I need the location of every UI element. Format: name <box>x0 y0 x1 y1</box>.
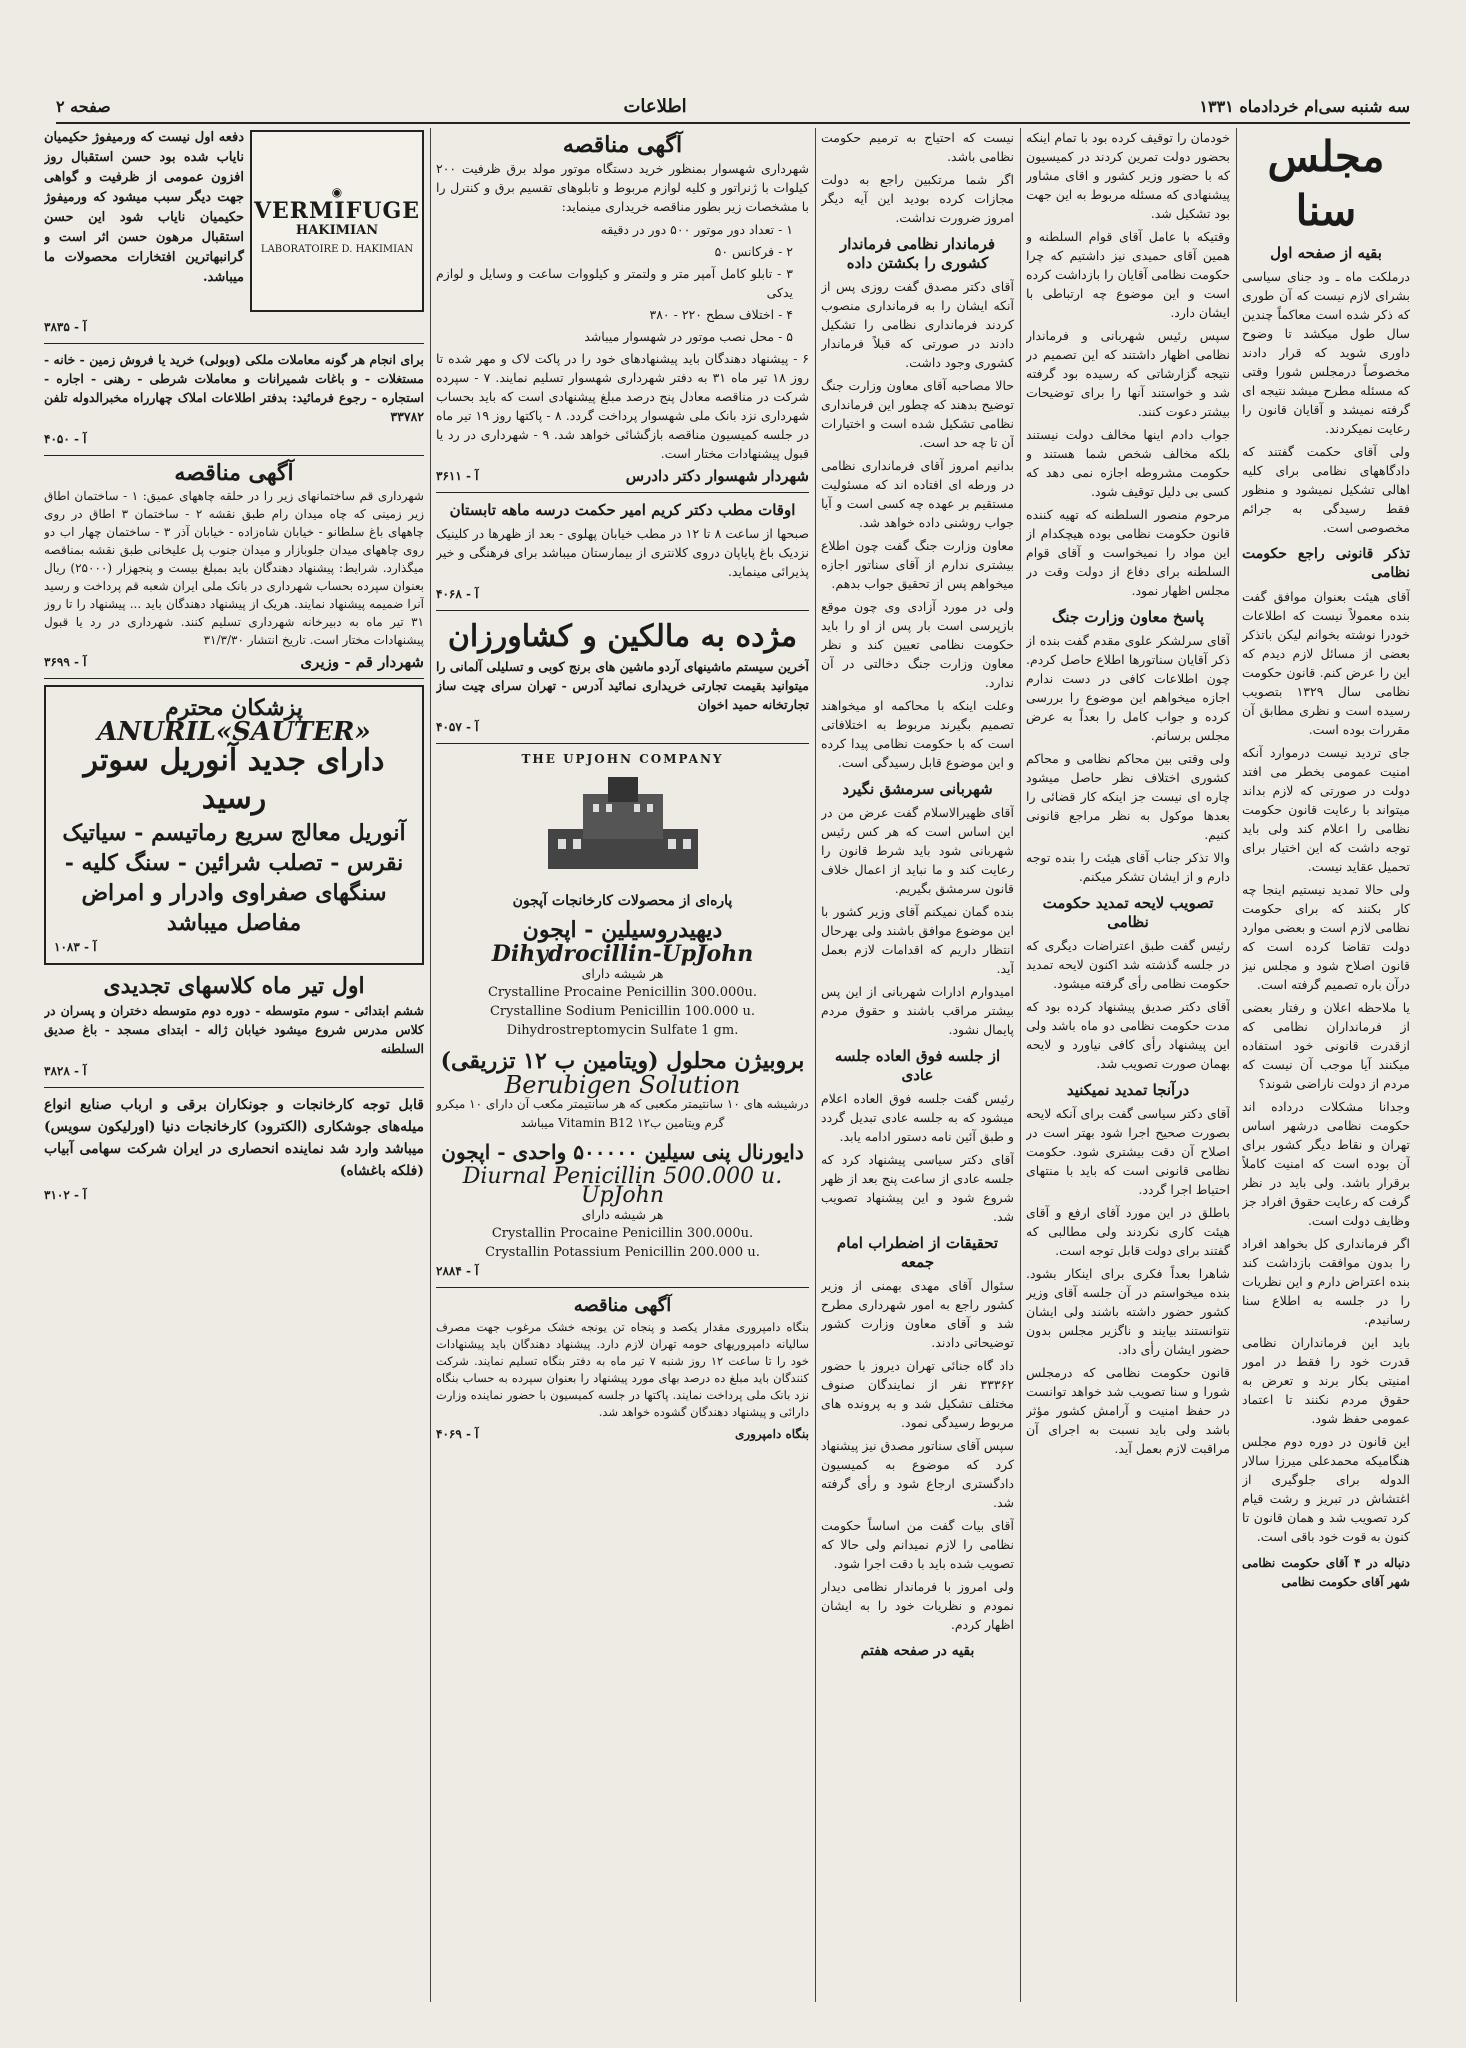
ingredient: Crystalline Sodium Penicillin 100.000 u. <box>489 1004 756 1019</box>
divider <box>436 492 809 493</box>
divider <box>44 678 424 679</box>
ad-code-row <box>436 1262 809 1281</box>
ingredient: Crystallin Potassium Penicillin 200.000 u. <box>485 1245 760 1260</box>
vermifuge-brand: VERMIFUGE <box>253 198 421 224</box>
ad-code-row <box>44 1186 424 1205</box>
column-divider <box>1236 128 1237 2002</box>
tender-item: ۱ - تعداد دور موتور ۵۰۰ دور در دقیقه <box>600 222 793 237</box>
divider <box>436 1287 809 1288</box>
paragraph: وعلت اینکه با محاکمه او میخواهند تصمیم بگیرند مربوط به اختلافاتی است که با حکومت نظامی پیدا کرده و این موضوع قابل رسیدگی است. <box>821 698 1014 770</box>
paragraph: آقای بیات گفت من اساساً حکومت نظامی را لازم نمیدانم ولی حالا که تصویب شده باید با دقت اجرا شود. <box>821 1518 1014 1571</box>
section-heading: پاسخ معاون وزارت جنگ <box>1051 608 1204 626</box>
divider <box>436 743 809 744</box>
header-rule <box>56 122 1410 124</box>
paragraph: ولی آقای حکمت گفتند که دادگاههای نظامی برای کلیه اهالی تشکیل نمیشود و منظور فقط رسیدگی به جرائم مخصوصی است. <box>1242 444 1410 535</box>
paragraph: شاهرا بعداً فکری برای اینکار بشود. بنده میخواستم در آن جلسه آقای وزیر کشور حضور داشته باشند ولی ایشان نتوانستند بیایند و ناگزیر مجلس بدون حضور ایشان رأی داد. <box>1026 1266 1230 1357</box>
factory-building-icon <box>538 769 708 879</box>
ingredient: Crystallin Procaine Penicillin 300.000u. <box>491 1226 754 1241</box>
paragraph: آقای دکتر سیاسی گفت برای آنکه لایحه بصورت صحیح اجرا شود بهتر است در اصلاح آن دقت بیشتری شود. حکومت نظامی قانونی است که باید با منتهای احتیاط اجرا گردد. <box>1026 1106 1230 1197</box>
clinic-hours-body: صبحها از ساعت ۸ تا ۱۲ در مطب خیابان پهلوی - بعد از ظهرها در کلینیک نزدیک باغ پایاپان دروی کلانتری از بیمارستان میباشد برای فرهنگی و خیر پذیرائی مینماید. <box>436 526 809 579</box>
paragraph: جواب دادم اینها مخالف دولت نیستند بلکه مخالف شخص شما هستند و حکومت مشروطه اجازه نمی دهد که کسی بی دلیل توقیف شود. <box>1026 427 1230 499</box>
tender-item: ۵ - محل نصب موتور در شهسوار میباشد <box>584 329 793 344</box>
anuril-header: پزشکان محترم <box>165 695 303 721</box>
paragraph: این قانون در دوره دوم مجلس هنگامیکه محمدعلی میرزا سالار الدوله برای جلوگیری از اغتشاش در تبریز و رشت قیام کرد تصویب شد و همان قانون تا کنون به قوت خود باقی است. <box>1242 1434 1410 1544</box>
article-subtitle: بقیه از صفحه اول <box>1270 244 1382 262</box>
ad-code: آ - ۴۰۶۸ <box>436 587 479 601</box>
ad-code: آ - ۳۸۲۸ <box>44 1064 87 1078</box>
column-news <box>821 128 1014 2002</box>
paragraph: وجدانا مشکلات درداده اند حکومت نظامی درشهر اساس تهران و نقاط دیگر کشور برای آن بوده است که امنیت کاملاً برقرار باشد. ولی باید در نظر گرفت که رعایت حقوق افراد جز وظایف دولت است. <box>1242 1099 1410 1228</box>
paragraph: حالا مصاحبه آقای معاون وزارت جنگ توضیح بدهند که چطور این فرمانداری نظامی تشکیل شده است و اختیارات آن تا چه حد است. <box>821 378 1014 450</box>
tender-item: ۳ - تابلو کامل آمپر متر و ولتمتر و کیلووات ساعت و وسایل و لوازم یدکی <box>436 266 793 300</box>
article-title: مجلس سنا <box>1267 132 1385 235</box>
tender-item: ۴ - اختلاف سطح ۲۲۰ - ۳۸۰ <box>649 307 793 322</box>
anuril-ad <box>44 685 424 965</box>
column-senate <box>1242 128 1410 2002</box>
paragraph: اگر شما مرتکبین راجع به دولت مجازات کرده بودید این آیه دیگر امروز ضرورت نداشت. <box>821 172 1014 225</box>
paragraph: درملکت ماه ـ ود جنای سیاسی بشرای لازم نیست که آن طوری که ذکر شده است معاکماً چندین سال طول میکشد تا وضوح داوری شوید که قرار دادند مخصوصاً درمجلس شورا وقتی که مسئله مطرح میشد نتیجه ای گرفته نمیشد و آقایان قانون را رعایت نمیکردند. <box>1242 269 1410 436</box>
paragraph: باطلق در این مورد آقای ارفع و آقای هیئت کاری نکردند ولی مطالبی که گفتند برای دولت قابل توجه است. <box>1026 1205 1230 1258</box>
anuril-body: نقرس - تصلب شرائین - سنگ کلیه - سنگهای صفراوی وادرار و امراض مفاصل میباشد <box>64 850 404 936</box>
tender-body: شهرداری قم ساختمانهای زیر را در حلقه چاههای عمیق: ۱ - ساختمان اطاق زیر زمینی که چاه میدان رام طبق نقشه ۲ - ساختمان ۳ اطاق در روی چاههای باغ سلطانو - خیابان شاه‌زاده - خیابان آذر ۳ - ساختمان چهار اب دو روی چاههای میدان جلوبازار و میدان جنوب پل علیخانی طبق نقشه بمناقصه میگذارد. شرایط: پیشنهاد دهندگان باید بمبلغ بیست و پنجهزار (۲۵۰۰۰) ریال بعنوان سپرده بحساب شهرداری در بانک ملی ایران شعبه قم پرداخت و رسید آنرا ضمیمه پیشنهاد نمایند. هریک از پیشنهاد دهندگان باید ... پیشنهاد را تا روز ۳۱ تیر ماه به دبیرخانه شهرداری تسلیم کنند. شهرداری در رد یا قبول پیشنهادات مختار است. تاریخ انتشار ۳۱/۳/۳۰ <box>44 489 424 647</box>
product-brand-en: UpJohn <box>580 1183 665 1208</box>
ad-code-row <box>44 430 424 449</box>
column-ads-left <box>44 128 424 2002</box>
ad-code: آ - ۳۸۳۵ <box>44 320 87 334</box>
paragraph: آقای دکتر صدیق پیشنهاد کرده بود که مدت حکومت نظامی دو ماه باشد ولی این پیشنهاد رأی کافی نیاورد و لایحه بهمان صورت تصویب شد. <box>1026 999 1230 1071</box>
paragraph: بنده گمان نمیکنم آقای وزیر کشور با این موضوع موافق باشند ولی بهرحال انتظار داریم که اقدامات لازم بعمل آید. <box>821 904 1014 976</box>
continuation-note: دنباله در ۴ آقای حکومت نظامی شهر آقای حکومت نظامی <box>1242 1556 1410 1589</box>
contains-label: هر شیشه دارای <box>581 1207 664 1222</box>
ad-code-row <box>44 1062 424 1081</box>
section-heading: درآنجا تمدید نمیکنید <box>1066 1081 1190 1099</box>
section-heading: شهربانی سرمشق نگیرد <box>842 780 993 798</box>
column-ads-middle <box>436 128 809 2002</box>
ad-code: آ - ۳۶۹۹ <box>44 655 87 669</box>
section-heading: فرماندار نظامی فرماندار کشوری را بکشتن داده <box>839 235 996 272</box>
classes-body: ششم ابتدائی - سوم متوسطه - دوره دوم متوسطه دختران و پسران در کلاس مدرس شروع میشود خیابان ژاله - ابتدای مسجد - باغ صدیق السلطنه <box>44 1003 424 1056</box>
product-name-en: Dihydrocillin-UpJohn <box>491 941 754 967</box>
clinic-hours-title: اوقات مطب دکتر کریم امیر حکمت درسه ماهه تابستان <box>449 501 796 519</box>
tender-title: آگهی مناقصه <box>174 460 294 486</box>
divider <box>44 1087 424 1088</box>
anuril-brand: ANURIL«SAUTER» <box>97 717 371 747</box>
ad-code-row <box>436 1425 809 1444</box>
section-heading: تذکر قانونی راجع حکومت نظامی <box>1242 546 1410 581</box>
upjohn-ad <box>436 750 809 1281</box>
tender-intro: شهرداری شهسوار بمنظور خرید دستگاه موتور مولد برق ظرفیت ۲۰۰ کیلوات با ژنراتور و کلیه لوازم مربوط و تابلوهای تقسیم برق و کنترل را با مشخصات زیر بطور مناقصه خریداری مینماید: <box>436 161 809 214</box>
paragraph: آقای هیئت بعنوان موافق گفت بنده معمولاً نیست که اطلاعات خودرا نوشته بخوانم لیکن باتذکر بعضی از مسائل لازم دیدم که این را عرض کنم. قانون حکومت نظامی سال ۱۳۲۹ بتصویب رسیده است و نظری مطابق آن مقررات بوده است. <box>1242 589 1410 737</box>
ad-signature: بنگاه دامپروری <box>734 1427 809 1441</box>
paragraph: والا تذکر جناب آقای هیئت را بنده توجه دارم و از ایشان تشکر میکنم. <box>1026 850 1230 884</box>
paragraph: باید این فرمانداران نظامی قدرت خود را فقط در امور امنیتی بکار برند و تعرض به حقوق مردم نکنند تا اعتماد عمومی حفظ شود. <box>1242 1335 1410 1426</box>
section-heading: از جلسه فوق العاده جلسه عادی <box>834 1047 1001 1084</box>
tender-title: آگهی مناقصه <box>573 1295 672 1316</box>
paragraph: سپس رئیس شهربانی و فرماندار نظامی اظهار داشتند که این تصمیم در نتیجه گزارشاتی که رسیده بود گرفته شد و خواستند آنها را برای توضیحات بیشتر دعوت کنند. <box>1026 328 1230 419</box>
welding-ad: قابل توجه کارخانجات و جونکاران برقی و ارباب صنایع انواع میله‌های جوشکاری (الکترود) کارخانجات دنیا (اورلیکون سویس) میباشد وارد شد نماینده انحصاری در ایران شرکت سهامی آبیاب (فلکه باغشاه) <box>44 1097 424 1179</box>
column-divider <box>430 128 431 2002</box>
column-divider <box>815 128 816 2002</box>
classes-title: اول تیر ماه کلاسهای تجدیدی <box>103 973 365 999</box>
upjohn-company: THE UPJOHN COMPANY <box>521 752 724 766</box>
ad-code-row <box>436 585 809 604</box>
ad-code: آ - ۴۰۵۷ <box>436 720 479 734</box>
upjohn-tagline: پاره‌ای از محصولات کارخانجات آپجون <box>512 893 733 909</box>
column-senate-cont <box>1026 128 1230 2002</box>
paragraph: رئیس گفت طبق اعتراضات دیگری که در جلسه گذشته شد اکنون لایحه تمدید حکومت نظامی رأی گرفته میشود. <box>1026 938 1230 991</box>
tender-title: آگهی مناقصه <box>562 132 683 158</box>
farm-ad-title: مژده به مالکین و کشاورزان <box>447 619 798 654</box>
tender-body: بنگاه دامپروری مقدار یکصد و پنجاه تن یونجه خشک مرغوب جهت مصرف سالیانه دامپروریهای حومه تهران لازم دارد. پیشنهاد دهندگان باید پیشنهادات خود را تا ساعت ۱۲ روز شنبه ۷ تیر ماه به دفتر بنگاه تسلیم نمایند. شرکت کنندگان باید مبلغ ده درصد بهای مورد پیشنهاد را بعنوان سپرده به حساب بنگاه نزد بانک ملی پرداخت نمایند. پاکتها در جلسه کمیسیون با حضور نماینده وزارت دارائی و پیشنهاد دهندگان گشوده خواهد شد. <box>436 1320 809 1419</box>
realty-ad: برای انجام هر گونه معاملات ملکی (وبولی) خرید یا فروش زمین - خانه - مستغلات - و باغات شمیرانات و معاملات شرطی - رهنی - اجاره - استجاره - رجوع فرمائید: بدفتر اطلاعات املاک چهارراه مخبرالدوله تلفن ۳۳۷۸۲ <box>44 352 424 424</box>
ad-code-row <box>436 718 809 737</box>
ad-signature: شهردار قم - وزیری <box>300 653 424 671</box>
ad-code: آ - ۲۸۸۴ <box>436 1264 479 1278</box>
paragraph: قانون حکومت نظامی که درمجلس شورا و سنا تصویب شد خواهد توانست در حفظ امنیت و آرامش کشور مؤثر باشد ولی باید نسبت به اجرای آن مراقبت لازم بعمل آید. <box>1026 1365 1230 1456</box>
vermifuge-text: دفعه اول نیست که ورمیفوژ حکیمیان نایاب شده بود حسن استقبال روز افزون عمومی از ظرفیت و گواهی جهت دیگر سبب میشود که ورمیفوژ حکیمیان نایاب شود این حسن استقبال مرهون حسن اثر است و گرانبهاترین افتخارات محصولات ما میباشد. <box>44 130 244 285</box>
ad-signature: شهردار شهسوار دکتر دادرس <box>625 467 809 485</box>
paragraph: داد گاه جنائی تهران دیروز با حضور ۳۳۳۶۲ نفر از نمایندگان صنوف مختلف تشکیل شد و به پرونده های مربوط رسیدگی نمود. <box>821 1358 1014 1430</box>
vermifuge-maker: HAKIMIAN <box>295 223 379 238</box>
divider <box>436 610 809 611</box>
ad-code: آ - ۴۰۶۹ <box>436 1427 479 1441</box>
paragraph: آقای سرلشکر علوی مقدم گفت بنده از ذکر آقایان سناتورها اطلاع حاصل کردم. چون اطلاعات کافی در دست ندارم اجازه میخواهم این موضوع را بررسی کرده و جواب کامل را بعداً به عرض مجلس برسانم. <box>1026 633 1230 743</box>
vermifuge-badge-icon: ◉ <box>331 185 343 199</box>
paragraph: سپس آقای سناتور مصدق نیز پیشنهاد کرد که موضوع به کمیسیون دادگستری ارجاع شود و رأی گرفته شد. <box>821 1438 1014 1510</box>
paragraph: ولی امروز با فرماندار نظامی دیدار نمودم و نظریات خود را به ایشان اظهار کردم. <box>821 1579 1014 1632</box>
ad-code: آ - ۳۶۱۱ <box>436 469 479 483</box>
vermifuge-lab: LABORATOIRE D. HAKIMIAN <box>260 244 414 255</box>
ad-code-row <box>44 653 424 672</box>
ad-code-row <box>44 318 424 337</box>
paragraph: جای تردید نیست درموارد آنکه امنیت عمومی بخطر می افتد دولت در صورتی که لازم بداند میتواند با رعایت قانون حکومت نظامی را اعلام کند ولی باید توجه داشت که این اختیار برای تحمیل عقاید نیست. <box>1242 745 1410 874</box>
tender-item: ۲ - فرکانس ۵۰ <box>714 244 793 259</box>
continuation-note: بقیه در صفحه هفتم <box>860 1643 975 1659</box>
vermifuge-logo <box>250 130 424 312</box>
tender-items <box>436 220 809 346</box>
contains-label: هر شیشه دارای <box>581 966 664 981</box>
product-name-fa: دیهیدروسیلین - اپجون <box>522 917 723 943</box>
paragraph: معاون وزارت جنگ گفت چون اطلاع بیشتری ندارم از آقای سناتور اجازه میخواهم پس از تحقیق جواب بدهم. <box>821 538 1014 591</box>
paragraph: خودمان را توقیف کرده بود با تمام اینکه بحضور دولت تمرین کردند در کمیسیون که با حضور وزیر کشور و اقای مشاور پیشنهادی که مسئله مربوط به این جهت بود تشکیل شد. <box>1026 130 1230 221</box>
ad-code: آ - ۴۰۵۰ <box>44 432 87 446</box>
ad-code-row <box>54 938 414 957</box>
paragraph: ولی در مورد آزادی وی چون موقع بازپرسی است بار پس از او را باید حکومت نظامی تعیین کند و نظر معاون وزارت جنگ دخالتی در آن ندارد. <box>821 599 1014 690</box>
anuril-title: دارای جدید آنوریل سوتر رسید <box>83 743 385 816</box>
divider <box>44 455 424 456</box>
paragraph: بدانیم امروز آقای فرمانداری نظامی در ورطه ای افتاده اند که مسئولیت مستقیم بر عهده چه کسی است و آیا جواب روشنی داده خواهد شد. <box>821 458 1014 530</box>
ingredient: Crystalline Procaine Penicillin 300.000u. <box>487 985 758 1000</box>
paragraph: اگر فرمانداری کل بخواهد افراد را بدون موافقت بازداشت کند بنده اعتراض دارم و این نظریات را در جلسه به اطلاع سنا رسانیدم. <box>1242 1236 1410 1327</box>
page-header <box>56 92 1410 120</box>
section-heading: تصویب لایحه تمدید حکومت نظامی <box>1042 894 1214 931</box>
product-desc: درشیشه های ۱۰ سانتیمتر مکعبی که هر سانتیمتر مکعب آن دارای ۱۰ میکرو گرم ویتامین ب۱۲ Vitamin B12 میباشد <box>436 1097 809 1130</box>
anuril-body: آنوریل معالج سریع رماتیسم - سیاتیک <box>62 820 406 846</box>
product-name-fa: بروبیژن محلول (ویتامین ب ۱۲ تزریقی) <box>440 1048 805 1074</box>
paragraph: امیدوارم ادارات شهربانی از این پس بیشتر مراقب باشند و حقوق مردم پایمال نشود. <box>821 984 1014 1037</box>
paragraph: سئوال آقای مهدی بهمنی از وزیر کشور راجع به امور شهرداری مطرح شد و آقای معاون وزارت کشور توضیحاتی دادند. <box>821 1278 1014 1350</box>
product-name-en: Berubigen Solution <box>504 1071 741 1099</box>
divider <box>44 343 424 344</box>
product-name-en: Diurnal Penicillin 500.000 u. <box>462 1164 783 1189</box>
masthead: اطلاعات <box>623 95 687 117</box>
paragraph: یا ملاحظه اعلان و رفتار بعضی از فرمانداران نظامی که ازقدرت قانونی خود استفاده میکنند آیا موجب آن نیست که مردم از دولت ناراضی شوند؟ <box>1242 1000 1410 1091</box>
ad-code-row <box>436 467 809 486</box>
tender-body: ۶ - پیشنهاد دهندگان باید پیشنهادهای خود را در پاکت لاک و مهر شده تا روز ۱۸ تیر ماه ۳۱ به دفتر شهرداری شهسوار تسلیم نمایند. ۷ - سپرده شرکت در مناقصه معادل پنج درصد مبلغ پیشنهادی است که باید بحساب شهرداری نزد بانک ملی شهسوار پرداخت گردد. ۸ - پاکتها روز ۱۹ تیر ماه در جلسه کمیسیون مناقصه بازگشائی خواهد شد. ۹ - شهرداری در رد یا قبول پیشنهادات مختار است. <box>436 351 809 461</box>
vermifuge-ad <box>44 128 424 318</box>
paragraph: آقای دکتر مصدق گفت روزی پس از آنکه ایشان را به فرمانداری منصوب کردند فرمانداری نظامی را تشکیل دادند در صورتی که قبلاً فرماندار کشوری وجود داشت. <box>821 279 1014 370</box>
ad-code: آ - ۳۱۰۲ <box>44 1188 87 1202</box>
ingredient: Dihydrostreptomycin Sulfate 1 gm. <box>506 1023 739 1038</box>
column-divider <box>1020 128 1021 2002</box>
paragraph: وقتیکه با عامل آقای قوام السلطنه و همین آقای حمیدی نیز داشتیم که چرا حکومت نظامی آقایان را بازداشت کرده است و این موضوع چه ارتباطی با ایشان دارد. <box>1026 229 1230 320</box>
farm-ad-body: آخرین سیستم ماشینهای آردو ماشین های برنج کوبی و تسلیلی آلمانی را میتوانید بقیمت تجارتی خریداری نمائید آدرس - تهران سرای چیت ساز تجارتخانه حمید اخوان <box>436 659 809 712</box>
paragraph: آقای دکتر سیاسی پیشنهاد کرد که جلسه عادی از ساعت پنج بعد از ظهر شروع شود و این پیشنهاد تصویب شد. <box>821 1152 1014 1224</box>
paragraph: ولی حالا تمدید نیستیم اینجا چه کار بکنند که برای حکومت نظامی لازم است و بعضی موارد دولت تقاضا کرده است که قانون اصلاح شود و مجلس نیز درآن باره تصمیم گرفته است. <box>1242 882 1410 992</box>
paragraph: مرحوم منصور السلطنه که تهیه کننده قانون حکومت نظامی بوده هیچکدام از این مواد را نمیخواست و آقای قوام السلطنه برای دفاع از دولت وقت در مجلس اظهار نمود. <box>1026 507 1230 598</box>
section-heading: تحقیقات از اضطراب امام جمعه <box>836 1234 999 1271</box>
issue-date: سه شنبه سی‌ام خردادماه ۱۳۳۱ <box>1199 96 1410 116</box>
paragraph: ولی وقتی بین محاکم نظامی و محاکم کشوری اختلاف نظر حاصل میشود چاره ای نیست جز اینکه کار قضائی را بعدها موکول به نظر مراجع قانونی کنیم. <box>1026 751 1230 842</box>
paragraph: رئیس گفت جلسه فوق العاده اعلام میشود که به جلسه عادی تبدیل گردد و طبق آئین نامه دستور ادامه یابد. <box>821 1091 1014 1144</box>
ad-code: آ - ۱۰۸۳ <box>54 940 97 954</box>
product-name-fa: دایورنال پنی سیلین ۵۰۰۰۰۰ واحدی - اپجون <box>441 1140 804 1164</box>
paragraph: نیست که احتیاج به ترمیم حکومت نظامی باشد. <box>821 130 1014 164</box>
page-number: صفحه ۲ <box>56 96 111 116</box>
paragraph: آقای ظهیرالاسلام گفت عرض من در این اساس است که هر کس رئیس شهربانی شود باید شرط قانون را رعایت کند و ما نباید از اعمال خلاف قانون سرمشق بگیریم. <box>821 805 1014 896</box>
